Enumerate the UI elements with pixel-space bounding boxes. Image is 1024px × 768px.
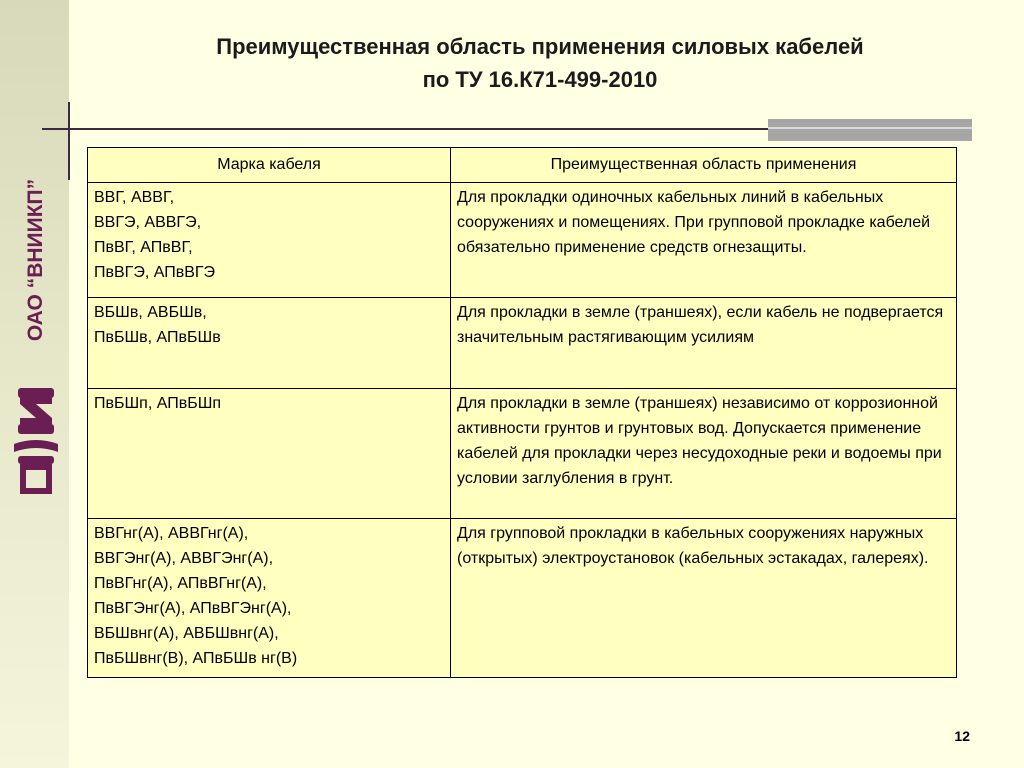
vertical-rule (68, 102, 70, 180)
cable-brand-cell: ПвБШп, АПвБШп (88, 389, 451, 519)
table-row (88, 183, 957, 298)
table-row (88, 519, 957, 678)
table-row (88, 298, 957, 389)
cable-brand-cell: ВВГ, АВВГ, ВВГЭ, АВВГЭ, ПвВГ, АПвВГ, ПвВГЭ, АПвВГЭ (88, 183, 451, 298)
application-cell: Для прокладки в земле (траншеях), если кабель не подвергается значительным растягивающим усилиям (451, 298, 957, 389)
page-number: 12 (954, 728, 970, 744)
company-label-text: ОАО “ВНИИКП” (24, 178, 47, 342)
table-header-row (88, 148, 957, 183)
application-cell: Для групповой прокладки в кабельных сооружениях наружных (открытых) электроустановок (кабельных эстакадах, галереях). (451, 519, 957, 678)
application-cell: Для прокладки в земле (траншеях) независимо от коррозионной активности грунтов и грунтовых вод. Допускается применение кабелей для прокладки через несудоходные реки и водоемы при условии заглубления в грунт. (451, 389, 957, 519)
application-cell: Для прокладки одиночных кабельных линий в кабельных сооружениях и помещениях. При групповой прокладке кабелей обязательно применение средств огнезащиты. (451, 183, 957, 298)
company-label (10, 140, 62, 380)
header-application: Преимущественная область применения (451, 148, 957, 183)
accent-bar (768, 119, 972, 141)
company-logo-icon (8, 384, 64, 504)
title-line-2: по ТУ 16.К71-499-2010 (422, 67, 658, 92)
header-cable-brand: Марка кабеля (88, 148, 451, 183)
title-line-1: Преимущественная область применения силовых кабелей (216, 34, 864, 59)
cable-brand-cell: ВБШв, АВБШв, ПвБШв, АПвБШв (88, 298, 451, 389)
cable-brand-cell: ВВГнг(А), АВВГнг(А), ВВГЭнг(А), АВВГЭнг(А), ПвВГнг(А), АПвВГнг(А), ПвВГЭнг(А), АПвВГЭнг(А), ВБШвнг(А), АВБШвнг(А), ПвБШвнг(В), АПвБШв нг(В) (88, 519, 451, 678)
table-row (88, 389, 957, 519)
slide-title (100, 30, 980, 96)
cable-application-table (87, 147, 957, 678)
